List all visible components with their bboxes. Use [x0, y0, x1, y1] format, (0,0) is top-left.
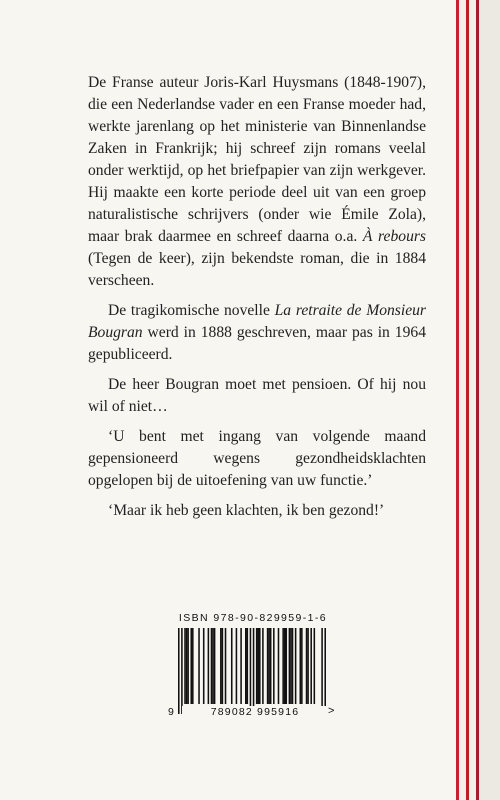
isbn-barcode-block — [170, 612, 336, 724]
barcode-bar — [211, 628, 213, 704]
spine-stripes — [452, 0, 500, 800]
blurb-text — [88, 72, 426, 530]
paragraph-novelle-tail: werd in 1888 geschreven, maar pas in 1964 gepubliceerd. — [88, 324, 426, 363]
barcode-bar — [253, 628, 255, 714]
barcode-bar — [240, 628, 242, 704]
paragraph-bougran: De heer Bougran moet met pensioen. Of hij nou wil of niet… — [88, 376, 426, 415]
barcode-bar — [192, 628, 194, 704]
paragraph-novelle-head: De tragikomische novelle — [108, 302, 275, 319]
barcode-bar — [259, 628, 261, 704]
barcode-bar — [292, 628, 294, 704]
barcode-bar — [186, 628, 188, 704]
paragraph-novelle — [88, 300, 426, 366]
barcode-bar — [231, 628, 233, 704]
barcode-bar — [300, 628, 302, 704]
paragraph-author-text: De Franse auteur Joris-Karl Huysmans (1848-1907), die een Nederlandse vader en een Franse moeder had, werkte jarenlang op het ministerie van Binnenlandse Zaken in Frankrijk; hij schreef zijn romans veelal onder werktijd, op het briefpapier van zijn werkgever. Hij maakte een korte periode deel uit van een groep naturalistische schrijvers (onder wie Émile Zola), maar brak daarmee en schreef daarna o.a. — [88, 74, 426, 245]
barcode-bar — [256, 628, 258, 704]
barcode-bar — [278, 628, 280, 704]
title-a-rebours: À rebours — [362, 228, 427, 245]
barcode-first-digit: 9 — [168, 706, 174, 718]
barcode-bar — [247, 628, 249, 704]
barcode-bar — [307, 628, 309, 704]
barcode-bar — [267, 628, 269, 704]
barcode-bar — [295, 628, 297, 704]
barcode-bar — [181, 628, 183, 714]
barcode-bar — [262, 628, 264, 704]
barcode-bar — [282, 628, 284, 704]
barcode-bar — [245, 628, 247, 704]
barcode-bar — [184, 628, 186, 704]
barcode-bar — [314, 628, 316, 704]
barcode-bar — [301, 628, 303, 704]
title-la-retraite: La retraite de Monsieur Bougran — [88, 302, 426, 341]
barcode-bar — [285, 628, 287, 704]
barcode-bar — [289, 628, 291, 704]
barcode-bar — [306, 628, 308, 704]
barcode-bar — [198, 628, 200, 704]
isbn-label: ISBN 978-90-829959-1-6 — [178, 612, 328, 624]
barcode-bar — [310, 628, 312, 704]
barcode-bar — [203, 628, 205, 704]
barcode-bar — [220, 628, 222, 704]
barcode-bars — [178, 628, 326, 714]
barcode-bar — [270, 628, 272, 704]
barcode-bar — [187, 628, 189, 704]
barcode-bar — [178, 628, 180, 714]
paragraph-quote-1: ‘U bent met ingang van volgende maand gepensioneerd wegens gezondheidsklachten opgelopen bij de uitoefening van uw functie.’ — [88, 428, 426, 489]
paragraph-quote-2: ‘Maar ik heb geen klachten, ik ben gezond!’ — [108, 502, 385, 519]
barcode-bar — [290, 628, 292, 704]
barcode-bar — [190, 628, 192, 704]
barcode-bar — [250, 628, 252, 714]
barcode — [170, 628, 336, 724]
barcode-bar — [268, 628, 270, 704]
barcode-bar — [321, 628, 323, 714]
paragraph-author-tail: (Tegen de keer), zijn bekendste roman, die in 1884 verscheen. — [88, 250, 426, 289]
barcode-bar — [324, 628, 326, 714]
barcode-bar — [212, 628, 214, 704]
barcode-bar — [284, 628, 286, 704]
barcode-bar — [236, 628, 238, 704]
barcode-bar — [257, 628, 259, 704]
barcode-bar — [208, 628, 210, 704]
barcode-bar — [225, 628, 227, 704]
barcode-arrow: > — [328, 705, 335, 717]
barcode-bar — [273, 628, 275, 704]
barcode-digits: 789082 995916 — [182, 706, 328, 718]
barcode-bar — [214, 628, 216, 704]
paragraph-author — [88, 72, 426, 292]
barcode-bar — [222, 628, 224, 704]
